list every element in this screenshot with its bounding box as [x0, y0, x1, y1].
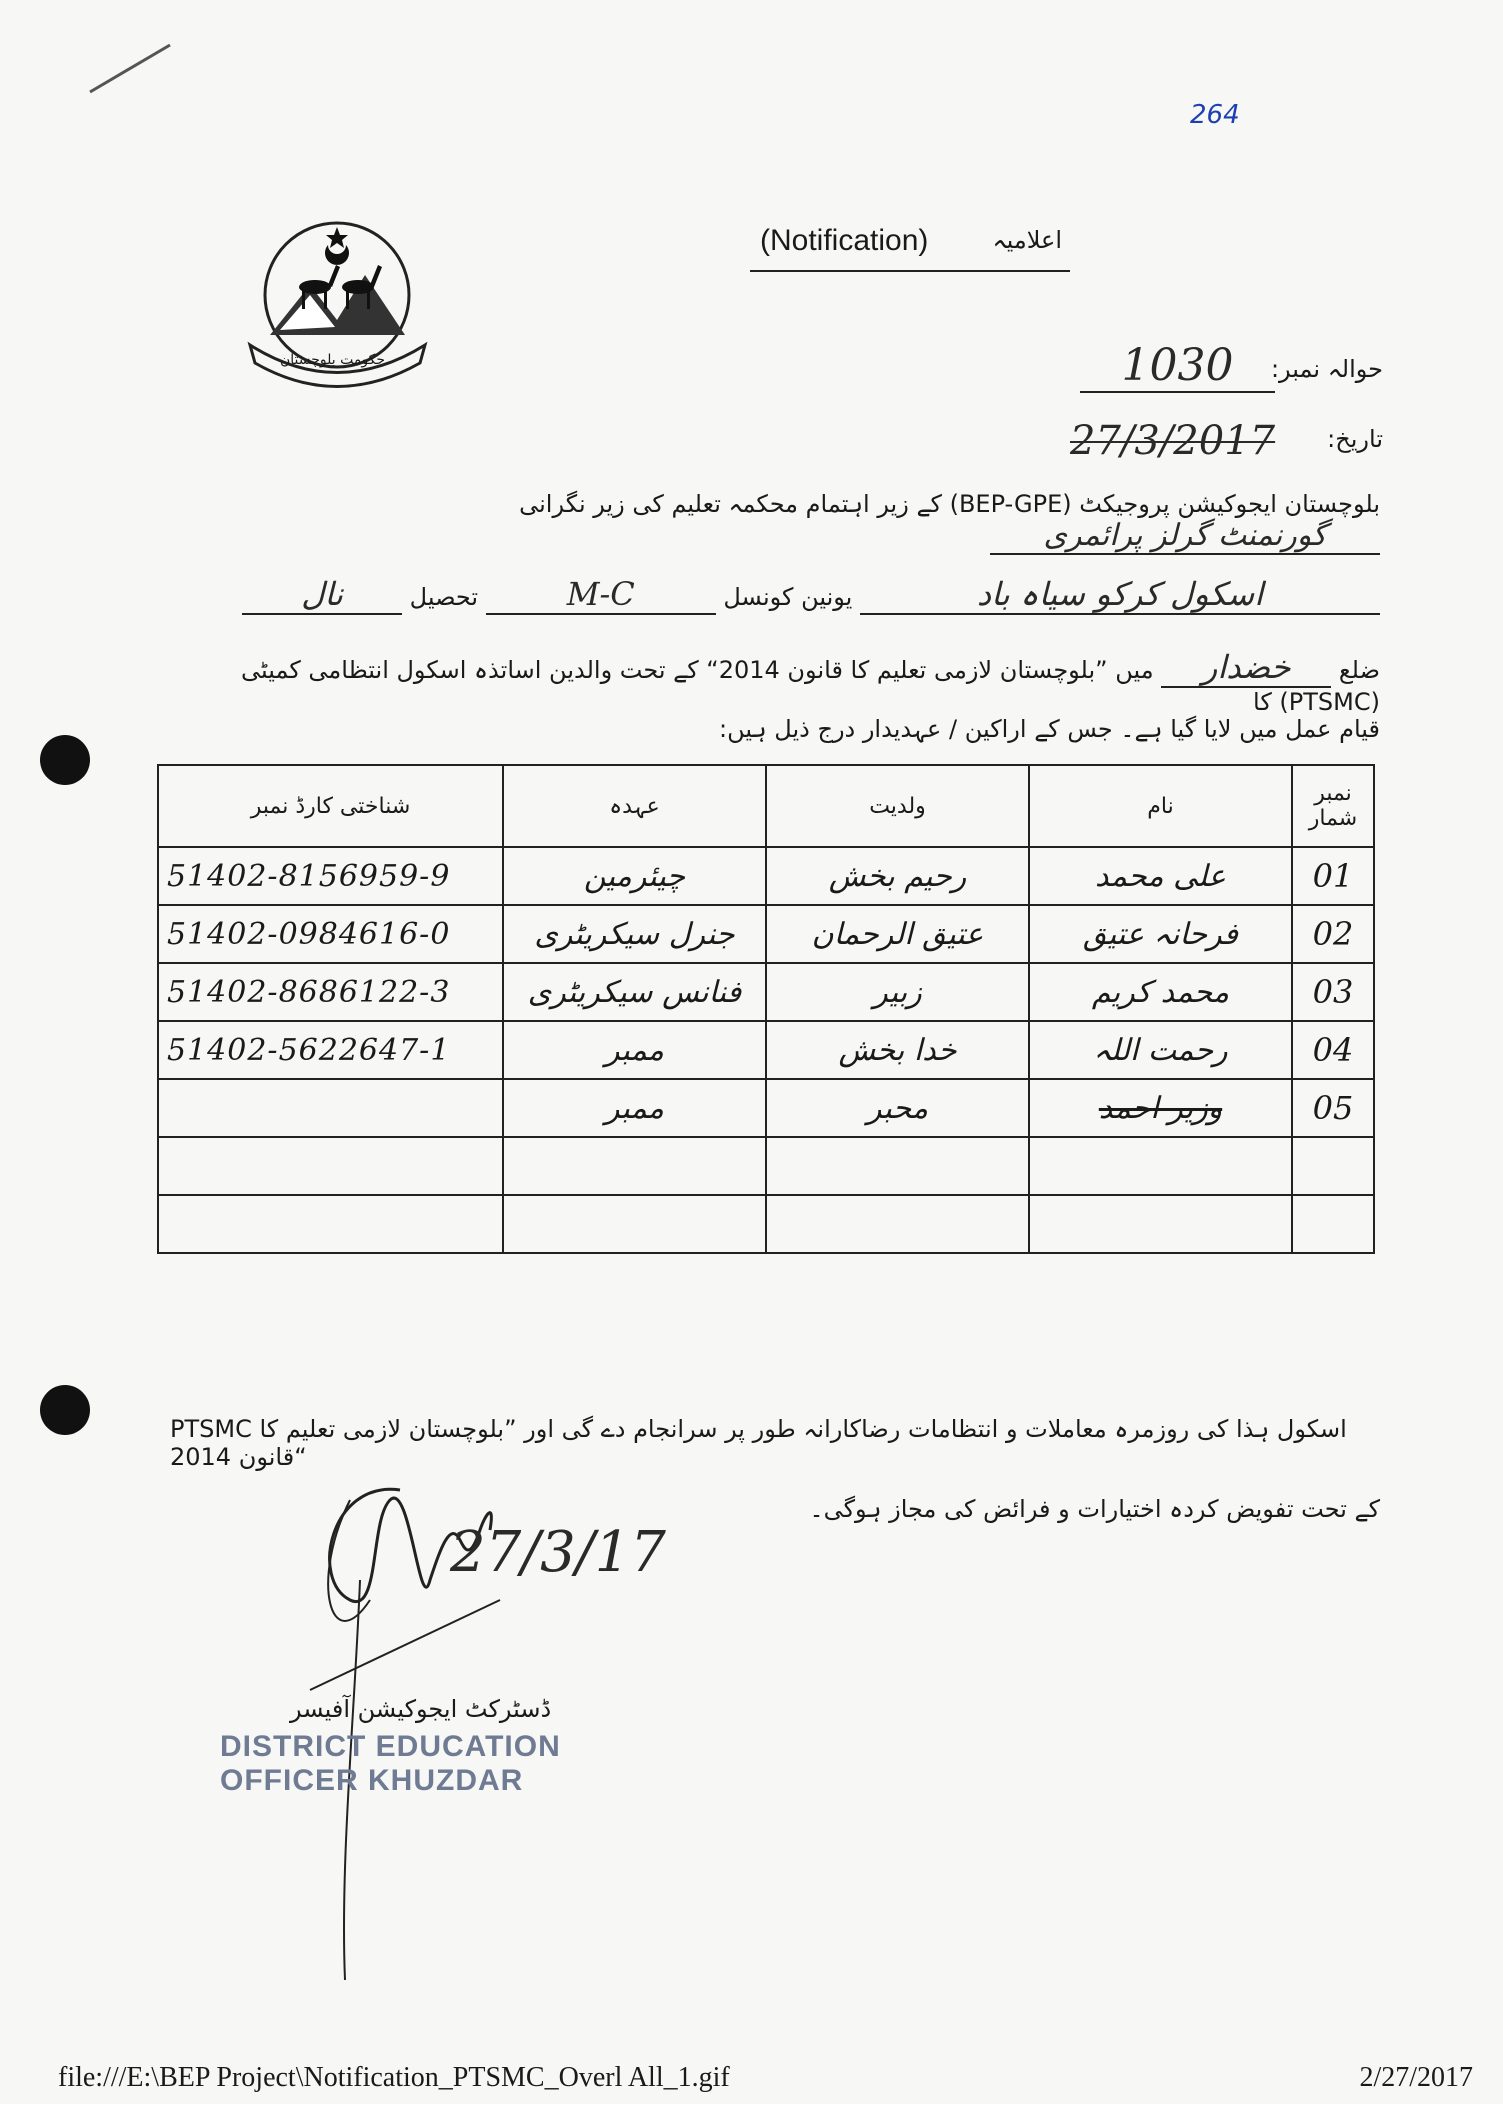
district-label: ضلع — [1338, 656, 1380, 684]
signatory-title: ڈسٹرکٹ ایجوکیشن آفیسر — [290, 1695, 552, 1723]
cell-name: فرحانہ عتیق — [1029, 905, 1292, 963]
table-row — [158, 847, 1374, 905]
cell-serial — [1292, 1137, 1374, 1195]
table-row — [158, 1137, 1374, 1195]
header-designation: عہدہ — [503, 765, 766, 847]
body-line-4: قیام عمل میں لایا گیا ہے۔ جس کے اراکین / عہدیدار درج ذیل ہیں: — [718, 715, 1380, 743]
table-row — [158, 1021, 1374, 1079]
cell-name — [1029, 1195, 1292, 1253]
body-line-2 — [170, 575, 1380, 615]
scan-mark — [85, 40, 175, 100]
header-name: نام — [1029, 765, 1292, 847]
school-type-fill: گورنمنٹ گرلز پرائمری — [990, 518, 1380, 555]
header-serial: نمبر شمار — [1292, 765, 1374, 847]
cell-designation: ممبر — [503, 1021, 766, 1079]
stamp-line-2: OFFICER KHUZDAR — [220, 1764, 524, 1797]
cell-serial: 02 — [1292, 905, 1374, 963]
member-table — [157, 764, 1375, 1254]
school-name-fill: اسکول کرکو سیاہ باد — [860, 575, 1380, 615]
cell-cnic: 51402-0984616-0 — [158, 905, 503, 963]
cell-designation — [503, 1195, 766, 1253]
cell-cnic — [158, 1195, 503, 1253]
date-label: تاریخ: — [1327, 425, 1383, 453]
table-header-row — [158, 765, 1374, 847]
reference-number-value: 1030 — [1080, 340, 1275, 393]
cell-father — [766, 1137, 1029, 1195]
body-line-3 — [170, 648, 1380, 716]
body-line1-prefix: بلوچستان ایجوکیشن پروجیکٹ (BEP-GPE) کے زیر اہتمام محکمہ تعلیم کی زیر نگرانی — [519, 490, 1380, 518]
punch-hole — [40, 1385, 90, 1435]
union-council-label: یونین کونسل — [723, 583, 853, 611]
table-row — [158, 1079, 1374, 1137]
cell-name: علی محمد — [1029, 847, 1292, 905]
tehsil-value: نال — [242, 575, 402, 615]
cell-serial — [1292, 1195, 1374, 1253]
table-row — [158, 1195, 1374, 1253]
heading-urdu: اعلامیہ — [992, 226, 1062, 254]
date-value: 27/3/2017 — [1070, 418, 1276, 464]
cell-name — [1029, 1137, 1292, 1195]
cell-designation: فنانس سیکریٹری — [503, 963, 766, 1021]
official-stamp — [220, 1730, 561, 1798]
cell-name: رحمت اللہ — [1029, 1021, 1292, 1079]
table-row — [158, 905, 1374, 963]
header-father: ولدیت — [766, 765, 1029, 847]
cell-designation: ممبر — [503, 1079, 766, 1137]
cell-cnic — [158, 1137, 503, 1195]
table-row — [158, 963, 1374, 1021]
cell-father: محبر — [766, 1079, 1029, 1137]
union-council-value: M-C — [486, 575, 716, 615]
cell-cnic — [158, 1079, 503, 1137]
reference-number-label: حوالہ نمبر: — [1270, 355, 1383, 383]
cell-cnic: 51402-5622647-1 — [158, 1021, 503, 1079]
cell-father: عتیق الرحمان — [766, 905, 1029, 963]
cell-father: زبیر — [766, 963, 1029, 1021]
cell-designation: چیئرمین — [503, 847, 766, 905]
closing-line-2: کے تحت تفویض کردہ اختیارات و فرائض کی مجاز ہوگی۔ — [809, 1495, 1380, 1523]
heading-english: (Notification) — [760, 224, 929, 257]
cell-designation — [503, 1137, 766, 1195]
cell-cnic: 51402-8686122-3 — [158, 963, 503, 1021]
tehsil-label: تحصیل — [409, 583, 479, 611]
cell-serial: 03 — [1292, 963, 1374, 1021]
body-line3-rest: میں ”بلوچستان لازمی تعلیم کا قانون 2014“ کے تحت والدین اساتذہ اسکول انتظامی کمیٹی (PTSMC) کا — [241, 656, 1380, 716]
punch-hole — [40, 735, 90, 785]
closing-line-1: PTSMC اسکول ہذا کی روزمرہ معاملات و انتظامات رضاکارانہ طور پر سرانجام دے گی اور ”بلوچستان لازمی تعلیم کا قانون 2014“ — [170, 1415, 1347, 1471]
footer-file-path: file:///E:\BEP Project\Notification_PTSMC_Overl All_1.gif — [58, 2062, 730, 2093]
cell-father — [766, 1195, 1029, 1253]
cell-father: خدا بخش — [766, 1021, 1029, 1079]
district-value: خضدار — [1161, 648, 1331, 688]
cell-designation: جنرل سیکریٹری — [503, 905, 766, 963]
footer-date: 2/27/2017 — [1359, 2062, 1473, 2093]
cell-serial: 04 — [1292, 1021, 1374, 1079]
body-line-1 — [170, 490, 1380, 555]
cell-name: محمد کریم — [1029, 963, 1292, 1021]
header-cnic: شناختی کارڈ نمبر — [158, 765, 503, 847]
stamp-line-1: DISTRICT EDUCATION — [220, 1730, 561, 1763]
notification-heading — [750, 222, 1070, 272]
cell-name: وزیر احمد — [1029, 1079, 1292, 1137]
cell-father: رحیم بخش — [766, 847, 1029, 905]
signature-date: 27/3/17 — [450, 1520, 666, 1585]
page-number: 264 — [1190, 100, 1240, 130]
emblem-caption: حکومت بلوچستان — [280, 352, 385, 368]
cell-cnic: 51402-8156959-9 — [158, 847, 503, 905]
cell-serial: 01 — [1292, 847, 1374, 905]
cell-serial: 05 — [1292, 1079, 1374, 1137]
